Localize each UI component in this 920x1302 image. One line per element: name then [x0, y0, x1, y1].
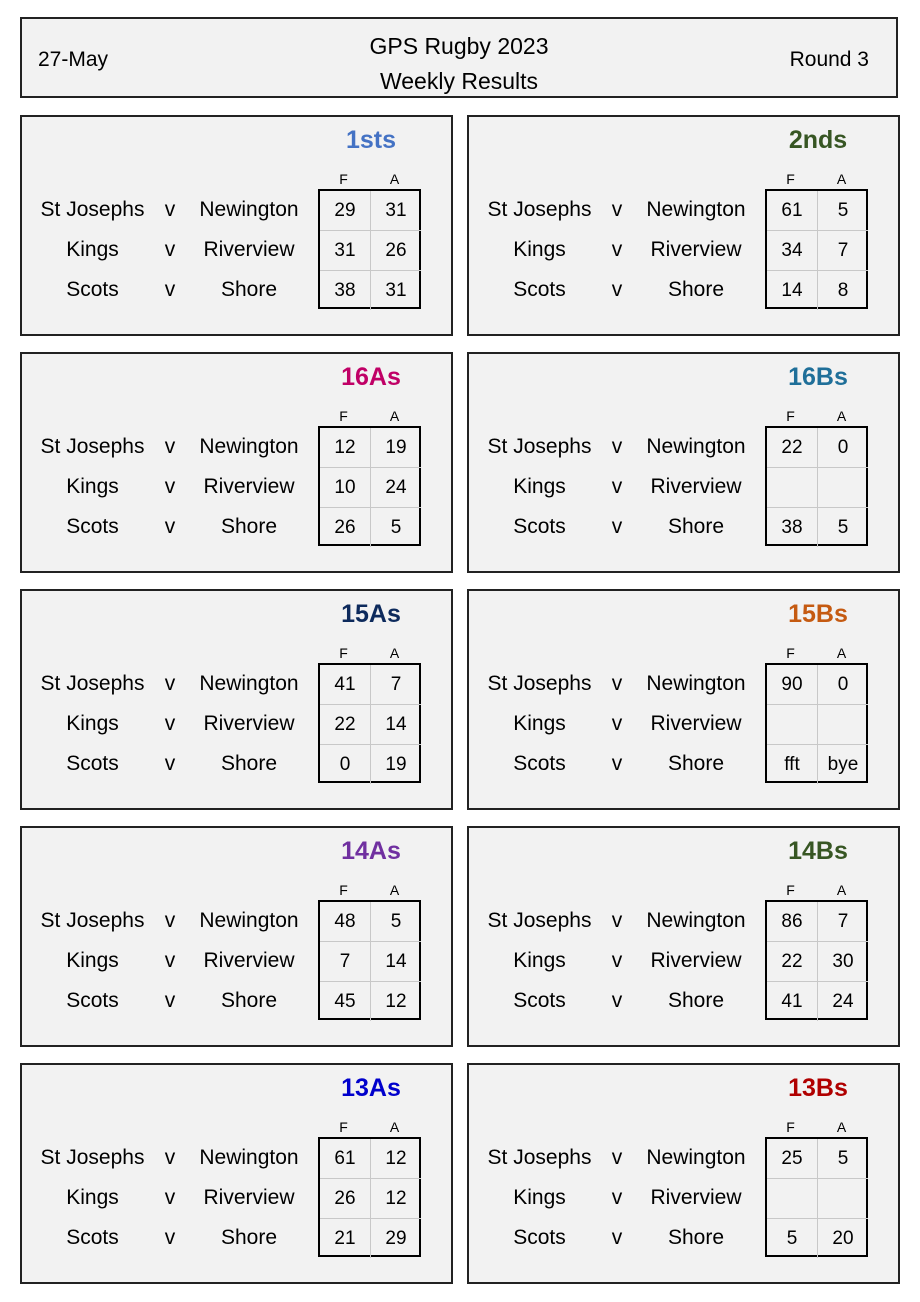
title-line-2: Weekly Results — [379, 68, 539, 94]
versus-label: v — [164, 435, 176, 458]
score-against: 7 — [371, 665, 421, 705]
score-for: 29 — [320, 191, 371, 231]
home-team: Scots — [513, 278, 566, 301]
score-for: 25 — [767, 1139, 818, 1179]
score-against: 26 — [371, 231, 421, 271]
score-table — [765, 426, 868, 546]
away-team: Newington — [646, 909, 746, 932]
versus-label: v — [611, 1146, 623, 1169]
score-for: 41 — [320, 665, 371, 705]
against-column-header: A — [836, 645, 847, 661]
score-for: 34 — [767, 231, 818, 271]
versus-label: v — [164, 198, 176, 221]
score-against: 7 — [818, 231, 868, 271]
score-table — [318, 189, 421, 309]
match-row — [22, 506, 318, 546]
results-panel — [20, 1063, 453, 1284]
score-against: 5 — [837, 517, 849, 538]
versus-label: v — [164, 989, 176, 1012]
score-table — [765, 663, 868, 783]
for-column-header: F — [786, 1119, 795, 1135]
grade-title: 15As — [341, 600, 401, 628]
results-panel — [467, 352, 900, 573]
versus-label: v — [164, 515, 176, 538]
score-against: 12 — [371, 1179, 421, 1219]
match-row — [22, 1177, 318, 1217]
score-against: 14 — [371, 942, 421, 982]
away-team: Riverview — [650, 475, 742, 498]
against-column-header: A — [836, 882, 847, 898]
score-for: 14 — [767, 271, 818, 310]
match-row — [22, 229, 318, 269]
results-panel — [20, 826, 453, 1047]
versus-label: v — [164, 475, 176, 498]
away-team: Riverview — [203, 475, 295, 498]
results-panel — [467, 589, 900, 810]
match-row — [469, 980, 765, 1020]
score-table — [765, 189, 868, 309]
away-team: Shore — [667, 1226, 725, 1249]
match-row — [469, 940, 765, 980]
home-team: Kings — [513, 949, 566, 972]
away-team: Riverview — [203, 238, 295, 261]
score-against: 24 — [371, 468, 421, 508]
versus-label: v — [611, 1226, 623, 1249]
score-for: 41 — [767, 982, 818, 1021]
match-row — [469, 1177, 765, 1217]
score-against: 24 — [832, 991, 854, 1012]
for-column-header: F — [339, 408, 348, 424]
score-table — [318, 426, 421, 546]
versus-label: v — [611, 752, 623, 775]
away-team: Shore — [667, 278, 725, 301]
away-team: Riverview — [203, 1186, 295, 1209]
grade-title: 14As — [341, 837, 401, 865]
home-team: Kings — [513, 238, 566, 261]
versus-label: v — [611, 949, 623, 972]
against-column-header: A — [836, 1119, 847, 1135]
away-team: Shore — [667, 752, 725, 775]
versus-label: v — [164, 1226, 176, 1249]
match-row — [469, 703, 765, 743]
score-against: 5 — [818, 191, 868, 231]
match-row — [469, 269, 765, 309]
home-team: Kings — [66, 238, 119, 261]
match-row — [469, 466, 765, 506]
away-team: Shore — [220, 752, 278, 775]
away-team: Shore — [667, 515, 725, 538]
score-against: 7 — [818, 902, 868, 942]
score-against: 12 — [371, 1139, 421, 1179]
score-against: 29 — [385, 1228, 407, 1249]
score-for: 10 — [320, 468, 371, 508]
match-row — [469, 426, 765, 466]
results-panel — [467, 115, 900, 336]
against-column-header: A — [389, 645, 400, 661]
away-team: Newington — [646, 672, 746, 695]
score-for: 38 — [767, 508, 818, 547]
versus-label: v — [611, 672, 623, 695]
for-column-header: F — [339, 1119, 348, 1135]
away-team: Shore — [220, 989, 278, 1012]
match-row — [22, 1137, 318, 1177]
score-against — [818, 1179, 868, 1219]
home-team: Kings — [66, 475, 119, 498]
versus-label: v — [611, 278, 623, 301]
grade-title: 13Bs — [788, 1074, 848, 1102]
away-team: Newington — [646, 1146, 746, 1169]
match-row — [22, 980, 318, 1020]
score-for — [767, 468, 818, 508]
score-against: 0 — [818, 428, 868, 468]
against-column-header: A — [389, 1119, 400, 1135]
against-column-header: A — [389, 171, 400, 187]
match-row — [22, 269, 318, 309]
home-team: Scots — [66, 752, 119, 775]
match-row — [469, 900, 765, 940]
away-team: Riverview — [650, 1186, 742, 1209]
versus-label: v — [164, 1186, 176, 1209]
grade-title: 16As — [341, 363, 401, 391]
versus-label: v — [164, 752, 176, 775]
away-team: Newington — [646, 435, 746, 458]
match-row — [469, 743, 765, 783]
score-for: 12 — [320, 428, 371, 468]
match-row — [22, 940, 318, 980]
score-for: 38 — [320, 271, 371, 310]
versus-label: v — [611, 515, 623, 538]
score-against — [818, 705, 868, 745]
match-row — [469, 229, 765, 269]
versus-label: v — [164, 1146, 176, 1169]
results-panel — [20, 352, 453, 573]
home-team: St Josephs — [487, 909, 592, 932]
away-team: Shore — [220, 1226, 278, 1249]
score-against: 30 — [818, 942, 868, 982]
match-row — [22, 743, 318, 783]
score-against: 5 — [371, 902, 421, 942]
match-row — [22, 1217, 318, 1257]
match-row — [22, 426, 318, 466]
home-team: Scots — [513, 752, 566, 775]
versus-label: v — [611, 198, 623, 221]
grade-title: 2nds — [788, 126, 848, 154]
score-against: 31 — [385, 280, 407, 301]
score-for: 26 — [320, 508, 371, 547]
home-team: Kings — [513, 1186, 566, 1209]
for-column-header: F — [339, 645, 348, 661]
home-team: St Josephs — [40, 909, 145, 932]
results-panel — [20, 115, 453, 336]
away-team: Newington — [199, 198, 299, 221]
away-team: Shore — [667, 989, 725, 1012]
for-column-header: F — [786, 882, 795, 898]
for-column-header: F — [786, 171, 795, 187]
away-team: Shore — [220, 515, 278, 538]
score-table — [765, 1137, 868, 1257]
for-column-header: F — [786, 408, 795, 424]
versus-label: v — [164, 949, 176, 972]
score-for: 31 — [320, 231, 371, 271]
home-team: Scots — [66, 989, 119, 1012]
score-for: 22 — [320, 705, 371, 745]
away-team: Newington — [199, 1146, 299, 1169]
score-against: 31 — [371, 191, 421, 231]
match-row — [469, 189, 765, 229]
score-against: 20 — [832, 1228, 854, 1249]
score-table — [765, 900, 868, 1020]
match-date: 27-May — [38, 48, 109, 71]
score-for: 22 — [767, 428, 818, 468]
for-column-header: F — [339, 882, 348, 898]
match-row — [22, 189, 318, 229]
home-team: Kings — [66, 949, 119, 972]
score-against: 5 — [818, 1139, 868, 1179]
versus-label: v — [164, 238, 176, 261]
match-row — [22, 900, 318, 940]
score-table — [318, 900, 421, 1020]
home-team: St Josephs — [487, 1146, 592, 1169]
home-team: Kings — [513, 712, 566, 735]
grade-title: 16Bs — [788, 363, 848, 391]
score-for: fft — [767, 745, 818, 784]
results-panel — [467, 826, 900, 1047]
score-against: 0 — [818, 665, 868, 705]
title-line-1: GPS Rugby 2023 — [369, 33, 549, 59]
score-for: 21 — [320, 1219, 371, 1258]
away-team: Shore — [220, 278, 278, 301]
score-against: 19 — [371, 428, 421, 468]
match-row — [22, 466, 318, 506]
versus-label: v — [611, 712, 623, 735]
for-column-header: F — [339, 171, 348, 187]
away-team: Riverview — [203, 949, 295, 972]
score-for: 48 — [320, 902, 371, 942]
home-team: Scots — [66, 1226, 119, 1249]
versus-label: v — [164, 672, 176, 695]
away-team: Newington — [199, 435, 299, 458]
home-team: St Josephs — [487, 198, 592, 221]
match-row — [469, 1137, 765, 1177]
home-team: St Josephs — [40, 435, 145, 458]
against-column-header: A — [389, 408, 400, 424]
match-row — [469, 663, 765, 703]
away-team: Newington — [646, 198, 746, 221]
home-team: Scots — [513, 1226, 566, 1249]
versus-label: v — [611, 989, 623, 1012]
score-against: 19 — [385, 754, 407, 775]
match-row — [22, 703, 318, 743]
away-team: Newington — [199, 672, 299, 695]
away-team: Riverview — [650, 949, 742, 972]
versus-label: v — [611, 238, 623, 261]
score-for: 0 — [320, 745, 371, 784]
score-for: 5 — [767, 1219, 818, 1258]
against-column-header: A — [389, 882, 400, 898]
versus-label: v — [611, 475, 623, 498]
score-against: 12 — [385, 991, 407, 1012]
score-for: 86 — [767, 902, 818, 942]
away-team: Riverview — [650, 712, 742, 735]
score-for — [767, 705, 818, 745]
results-header — [20, 17, 898, 98]
home-team: Scots — [513, 515, 566, 538]
home-team: Kings — [66, 1186, 119, 1209]
versus-label: v — [611, 435, 623, 458]
score-against: bye — [827, 754, 859, 775]
score-against: 5 — [390, 517, 402, 538]
score-against: 14 — [371, 705, 421, 745]
grade-title: 15Bs — [788, 600, 848, 628]
home-team: Kings — [513, 475, 566, 498]
grade-title: 13As — [341, 1074, 401, 1102]
results-panel — [467, 1063, 900, 1284]
score-against: 8 — [837, 280, 849, 301]
away-team: Newington — [199, 909, 299, 932]
score-for: 45 — [320, 982, 371, 1021]
page-title — [22, 29, 896, 99]
grade-title: 14Bs — [788, 837, 848, 865]
home-team: St Josephs — [40, 1146, 145, 1169]
home-team: St Josephs — [40, 672, 145, 695]
score-for: 61 — [767, 191, 818, 231]
against-column-header: A — [836, 171, 847, 187]
score-for — [767, 1179, 818, 1219]
home-team: Scots — [66, 278, 119, 301]
away-team: Riverview — [203, 712, 295, 735]
against-column-header: A — [836, 408, 847, 424]
away-team: Riverview — [650, 238, 742, 261]
home-team: Scots — [66, 515, 119, 538]
for-column-header: F — [786, 645, 795, 661]
score-for: 7 — [320, 942, 371, 982]
match-row — [469, 1217, 765, 1257]
versus-label: v — [611, 1186, 623, 1209]
versus-label: v — [164, 278, 176, 301]
score-table — [318, 1137, 421, 1257]
home-team: St Josephs — [40, 198, 145, 221]
versus-label: v — [164, 909, 176, 932]
results-panel — [20, 589, 453, 810]
home-team: Kings — [66, 712, 119, 735]
home-team: St Josephs — [487, 672, 592, 695]
score-table — [318, 663, 421, 783]
round-label: Round 3 — [789, 48, 869, 71]
score-for: 90 — [767, 665, 818, 705]
versus-label: v — [611, 909, 623, 932]
score-for: 61 — [320, 1139, 371, 1179]
versus-label: v — [164, 712, 176, 735]
grade-title: 1sts — [345, 126, 397, 154]
score-against — [818, 468, 868, 508]
home-team: St Josephs — [487, 435, 592, 458]
score-for: 26 — [320, 1179, 371, 1219]
score-for: 22 — [767, 942, 818, 982]
match-row — [22, 663, 318, 703]
match-row — [469, 506, 765, 546]
home-team: Scots — [513, 989, 566, 1012]
